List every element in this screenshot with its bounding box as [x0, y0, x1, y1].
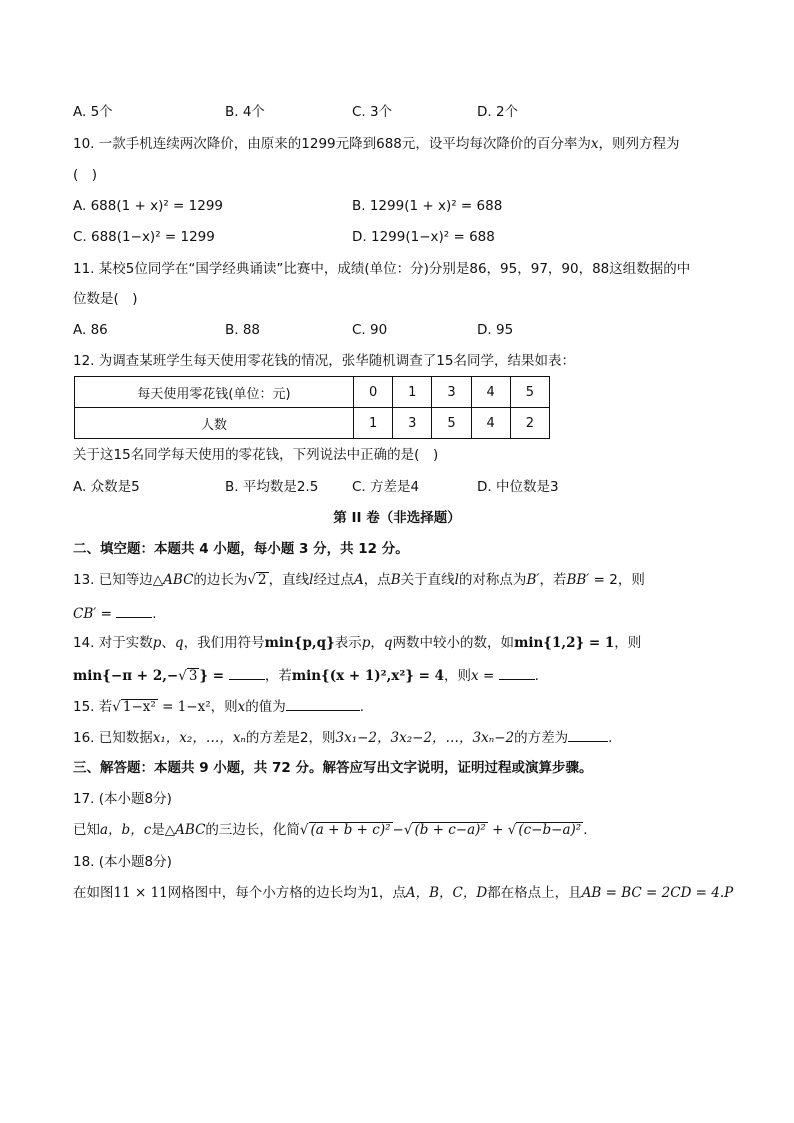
q13-answer-blank[interactable]	[116, 603, 152, 618]
q11-options	[73, 321, 733, 339]
q17-heading: 17. (本小题8分)	[73, 791, 172, 807]
q10-options-row2	[73, 228, 733, 246]
q10-option-b: B. 1299(1 + x)² = 688	[352, 198, 503, 214]
q10-option-d: D. 1299(1−x)² = 688	[352, 229, 495, 245]
q18-heading: 18. (本小题8分)	[73, 854, 172, 870]
table-cell: 3	[432, 377, 471, 408]
q12-table	[74, 376, 550, 439]
table-cell: 4	[471, 377, 510, 408]
section3-heading: 三、解答题：本题共 9 小题，共 72 分。解答应写出文字说明，证明过程或演算步骤。	[73, 760, 593, 776]
q10-option-c: C. 688(1−x)² = 1299	[73, 229, 215, 245]
q9-option-d: D. 2个	[477, 104, 519, 120]
q13-stem: 13. 已知等边△ABC的边长为√ 2 ，直线l经过点A，点B关于直线l的对称点为B′，若BB′ = 2，则	[73, 572, 645, 588]
table-cell: 5	[432, 408, 471, 439]
q14-stem-line1: 14. 对于实数p、q，我们用符号min{p,q}表示p，q两数中较小的数，如min{1,2} = 1，则	[73, 635, 642, 651]
q12-option-a: A. 众数是5	[73, 479, 140, 495]
q12-option-d: D. 中位数是3	[477, 479, 559, 495]
q14-stem-line2: min{−π + 2,−√ 3 } = ，若min{(x + 1)²,x²} = 4，则x = .	[73, 665, 539, 685]
q9-option-c: C. 3个	[352, 104, 393, 120]
q12-options	[73, 478, 733, 496]
q11-stem-line2: 位数是( )	[73, 291, 138, 307]
q10-paren: ( )	[73, 167, 98, 183]
q9-option-a: A. 5个	[73, 104, 113, 120]
q15-answer-blank[interactable]	[286, 696, 360, 711]
q12-option-c: C. 方差是4	[352, 479, 420, 495]
q14-answer-blank-2[interactable]	[499, 665, 535, 680]
q14-answer-blank-1[interactable]	[229, 665, 265, 680]
table-cell: 5	[510, 377, 549, 408]
q11-stem-line1: 11. 某校5位同学在“国学经典诵读”比赛中，成绩(单位：分)分别是86，95，97，90，88这组数据的中	[73, 261, 691, 277]
q16-answer-blank[interactable]	[568, 727, 608, 742]
q11-option-c: C. 90	[352, 322, 388, 338]
section2-heading: 二、填空题：本题共 4 小题，每小题 3 分，共 12 分。	[73, 541, 409, 557]
q12-stem: 12. 为调查某班学生每天使用零花钱的情况，张华随机调查了15名同学，结果如表：	[73, 353, 575, 369]
q11-option-b: B. 88	[225, 322, 261, 338]
table-row	[75, 377, 550, 408]
q18-stem: 在如图11 × 11网格图中，每个小方格的边长均为1，点A，B，C，D都在格点上，且AB = BC = 2CD = 4.P	[73, 885, 734, 901]
q9-options	[73, 103, 733, 121]
q10-options-row1	[73, 197, 733, 215]
table-cell: 1	[354, 408, 393, 439]
q17-stem: 已知a，b，c是△ABC的三边长，化简√ (a + b + c)² −√ (b + c−a)² + √ (c−b−a)² .	[73, 822, 588, 838]
q15-stem: 15. 若√ 1−x² = 1−x²，则x的值为 .	[73, 696, 364, 716]
table-header-cell: 每天使用零花钱(单位：元)	[75, 377, 354, 408]
q13-answer-line: CB′ = .	[73, 603, 157, 623]
q12-option-b: B. 平均数是2.5	[225, 479, 319, 495]
table-cell: 0	[354, 377, 393, 408]
q10-option-a: A. 688(1 + x)² = 1299	[73, 198, 224, 214]
table-cell: 1	[393, 377, 432, 408]
q16-stem: 16. 已知数据x₁，x₂，…，xₙ的方差是2，则3x₁−2，3x₂−2，…，3xₙ−2的方差为 .	[73, 727, 612, 747]
table-cell: 3	[393, 408, 432, 439]
table-row	[75, 408, 550, 439]
table-cell: 2	[510, 408, 549, 439]
q11-option-a: A. 86	[73, 322, 108, 338]
q12-question: 关于这15名同学每天使用的零花钱，下列说法中正确的是( )	[73, 447, 439, 463]
q9-option-b: B. 4个	[225, 104, 265, 120]
q11-option-d: D. 95	[477, 322, 514, 338]
table-header-cell: 人数	[75, 408, 354, 439]
part2-title: 第 II 卷（非选择题）	[333, 510, 461, 526]
table-cell: 4	[471, 408, 510, 439]
q10-stem: 10. 一款手机连续两次降价，由原来的1299元降到688元，设平均每次降价的百分率为x，则列方程为	[73, 136, 680, 152]
